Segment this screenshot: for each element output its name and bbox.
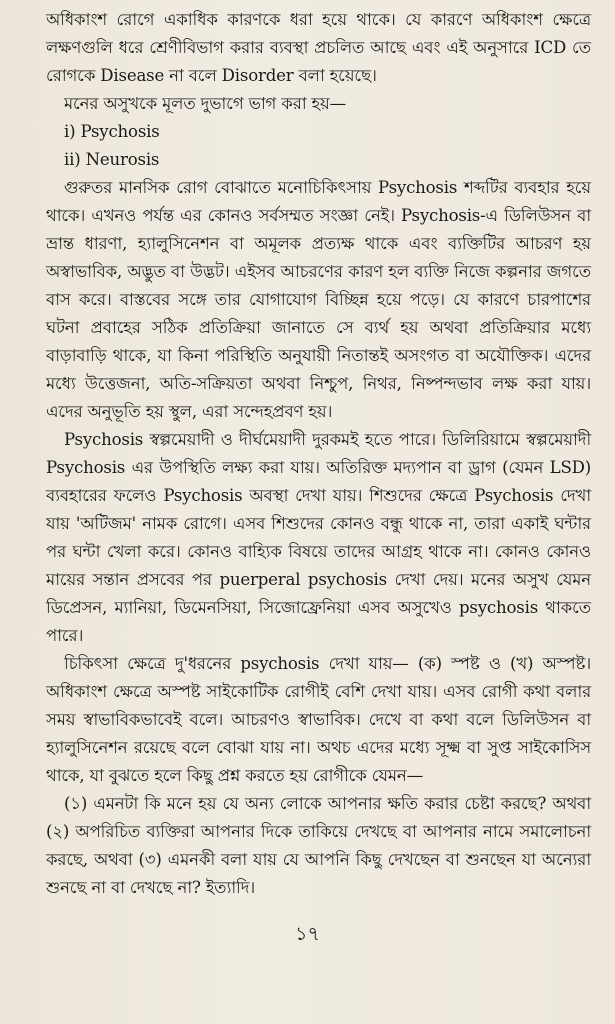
list-item-psychosis: i) Psychosis — [64, 122, 160, 141]
paragraph-classification: মনের অসুখকে মূলত দুভাগে ভাগ করা হয়— — [64, 94, 347, 113]
paragraph-questions: (১) এমনটা কি মনে হয় যে অন্য লোকে আপনার ক্ষতি করার চেষ্টা করছে? অথবা (২) অপরিচিত ব্যক্তিরা আপনার দিকে তাকিয়ে দেখছে বা আপনার নামে সমালোচনা করছে, অথবা (৩) এমনকী বলা যায় যে আপনি কিছু দেখছেন বা শুনছেন যা অন্যেরা শুনছে না বা দেখছে না? ইত্যাদি। — [46, 794, 591, 897]
list-item-neurosis: ii) Neurosis — [64, 150, 160, 169]
paragraph-psychosis-definition: গুরুতর মানসিক রোগ বোঝাতে মনোচিকিৎসায় Psychosis শব্দটির ব্যবহার হয়ে থাকে। এখনও পর্যন্ত এর কোনও সর্বসম্মত সংজ্ঞা নেই। Psychosis-এ ডিলিউসন বা ভ্রান্ত ধারণা, হ্যালুসিনেশন বা অমূলক প্রত্যক্ষ থাকে এবং ব্যক্তিটির আচরণ হয় অস্বাভাবিক, অদ্ভুত বা উদ্ভট। এইসব আচরণের কারণ হল ব্যক্তি নিজে কল্পনার জগতে বাস করে। বাস্তবের সঙ্গে তার যোগাযোগ বিচ্ছিন্ন হয়ে পড়ে। যে কারণে চারপাশের ঘটনা প্রবাহের সঠিক প্রতিক্রিয়া জানাতে সে ব্যর্থ হয় অথবা প্রতিক্রিয়ার মধ্যে বাড়াবাড়ি থাকে, যা কিনা পরিস্থিতি অনুযায়ী নিতান্তই অসংগত বা অযৌক্তিক। এদের মধ্যে উত্তেজনা, অতি-সক্রিয়তা অথবা নিশ্চুপ, নিথর, নিষ্পন্দভাব লক্ষ করা যায়। এদের অনুভূতি হয় স্থুল, এরা সন্দেহপ্রবণ হয়। — [46, 178, 591, 421]
paragraph-clinical-forms: চিকিৎসা ক্ষেত্রে দু'ধরনের psychosis দেখা যায়— (ক) স্পষ্ট ও (খ) অস্পষ্ট। অধিকাংশ ক্ষেত্রে অস্পষ্ট সাইকোটিক রোগীই বেশি দেখা যায়। এসব রোগী কথা বলার সময় স্বাভাবিকভাবেই বলে। আচরণও স্বাভাবিক। দেখে বা কথা বলে ডিলিউসন বা হ্যালুসিনেশন রয়েছে বলে বোঝা যায় না। অথচ এদের মধ্যে সূক্ষ্ম বা সুপ্ত সাইকোসিস থাকে, যা বুঝতে হলে কিছু প্রশ্ন করতে হয় রোগীকে যেমন— — [46, 654, 591, 785]
body-text — [46, 6, 591, 902]
page-number: ১৭ — [295, 923, 320, 945]
paragraph-icd-intro: অধিকাংশ রোগে একাধিক কারণকে ধরা হয়ে থাকে। যে কারণে অধিকাংশ ক্ষেত্রে লক্ষণগুলি ধরে শ্রেণীবিভাগ করার ব্যবস্থা প্রচলিত আছে এবং এই অনুসারে ICD তে রোগকে Disease না বলে Disorder বলা হয়েছে। — [46, 10, 591, 85]
paragraph-psychosis-types: Psychosis স্বল্পমেয়াদী ও দীর্ঘমেয়াদী দুরকমই হতে পারে। ডিলিরিয়ামে স্বল্পমেয়াদী Psychosis এর উপস্থিতি লক্ষ্য করা যায়। অতিরিক্ত মদ্যপান বা ড্রাগ (যেমন LSD) ব্যবহারের ফলেও Psychosis অবস্থা দেখা যায়। শিশুদের ক্ষেত্রে Psychosis দেখা যায় 'অটিজম' নামক রোগে। এসব শিশুদের কোনও বন্ধু থাকে না, তারা একাই ঘন্টার পর ঘন্টা খেলা করে। কোনও বাহ্যিক বিষয়ে তাদের আগ্রহ থাকে না। কোনও কোনও মায়ের সন্তান প্রসবের পর puerperal psychosis দেখা দেয়। মনের অসুখ যেমন ডিপ্রেসন, ম্যানিয়া, ডিমেনসিয়া, সিজোফ্রেনিয়া এসব অসুখেও psychosis থাকতে পারে। — [46, 430, 591, 645]
